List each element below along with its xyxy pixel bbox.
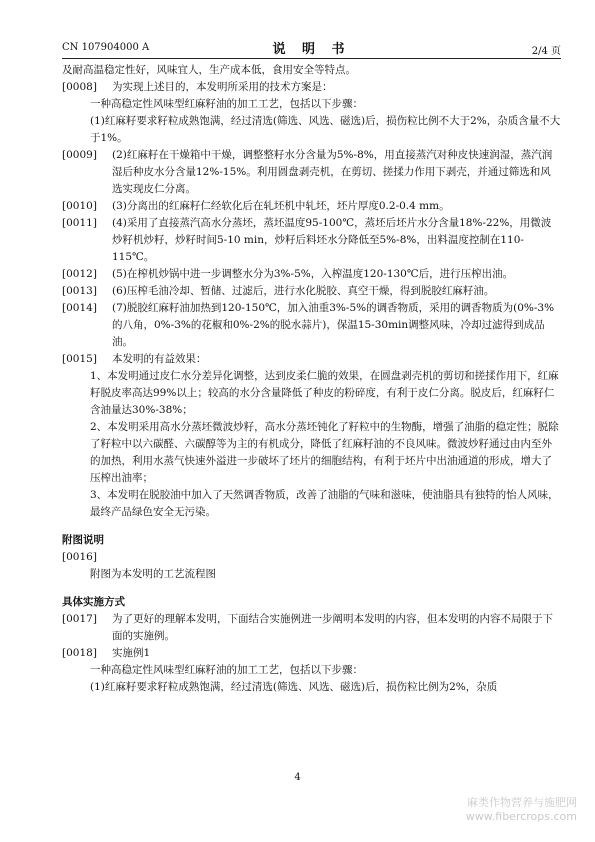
paragraph-number: [0018] xyxy=(62,647,97,659)
document-number: CN 107904000 A xyxy=(62,42,150,53)
paragraph-text: (1)红麻籽要求籽粒成熟饱满，经过清选(筛选、风选、磁选)后，损伤粒比例不大于2%，杂质含量不大于1%。 xyxy=(90,115,561,144)
document-title: 说 明 书 xyxy=(272,42,351,57)
numbered-paragraph xyxy=(62,611,561,645)
paragraph-number: [0012] xyxy=(62,268,97,280)
section-heading: 具体实施方式 xyxy=(62,596,125,608)
paragraph-text: 为实现上述目的，本发明所采用的技术方案是： xyxy=(112,81,333,93)
paragraph-text: 附图为本发明的工艺流程图 xyxy=(90,568,216,580)
paragraph-text: (3)分离出的红麻籽仁经软化后在轧坯机中轧坯，坯片厚度0.2-0.4 mm。 xyxy=(112,200,450,212)
paragraph-text: (7)脱胶红麻籽油加热到120-150℃，加入油重3%-5%的调香物质，采用的调香物质为(0%-3%的八角，0%-3%的花椒和0%-2%的脱水蒜片)，保温15-30min调整风味，冷却过滤得到成品油。 xyxy=(112,302,555,348)
numbered-paragraph xyxy=(62,266,561,283)
page-header xyxy=(62,38,561,58)
paragraph-text: 及耐高温稳定性好，风味宜人，生产成本低，食用安全等特点。 xyxy=(62,64,356,76)
paragraph-number: [0008] xyxy=(62,81,97,93)
page-of-total: 2/4 页 xyxy=(531,46,561,57)
paragraph-number: [0016] xyxy=(62,551,97,563)
numbered-paragraph xyxy=(62,549,561,566)
header-rule xyxy=(62,58,561,59)
paragraph-text: 一种高稳定性风味型红麻籽油的加工工艺，包括以下步骤： xyxy=(90,664,363,676)
numbered-paragraph xyxy=(62,645,561,662)
paragraph-text: 1、本发明通过皮仁水分差异化调整，达到皮柔仁脆的效果，在圆盘剥壳机的剪切和搓揉作用下，红麻籽脱皮率高达99%以上；较高的水分含量降低了种皮的粉碎度，有利于皮仁分离。脱皮后，红麻籽仁含油量达30%-38%； xyxy=(90,370,559,416)
numbered-paragraph xyxy=(62,351,561,368)
paragraph-number: [0017] xyxy=(62,613,97,625)
numbered-paragraph xyxy=(62,147,561,198)
paragraph-text: (6)压榨毛油冷却、暂储、过滤后，进行水化脱胶、真空干燥，得到脱胶红麻籽油。 xyxy=(112,285,495,297)
paragraph-text: (4)采用了直接蒸汽高水分蒸坯，蒸坯温度95-100℃，蒸坯后坯片水分含量18%-22%，用微波炒籽机炒籽，炒籽时间5-10 min，炒籽后料坯水分降低至5%-8%，出料温度控制在110-115℃。 xyxy=(112,217,552,263)
paragraph-text: 一种高稳定性风味型红麻籽油的加工工艺，包括以下步骤： xyxy=(90,98,363,110)
watermark-url: www.fibercrops.com xyxy=(465,810,577,823)
paragraph-text: 3、本发明在脱胶油中加入了天然调香物质，改善了油脂的气味和滋味，使油脂具有独特的怡人风味，最终产品绿色安全无污染。 xyxy=(90,489,559,518)
numbered-paragraph xyxy=(62,215,561,266)
paragraph-text: (5)在榨机炒锅中进一步调整水分为3%-5%，入榨温度120-130℃后，进行压榨出油。 xyxy=(112,268,514,280)
paragraph-text: (2)红麻籽在干燥箱中干燥，调整整籽水分含量为5%-8%，用直接蒸汽对种皮快速润湿，蒸汽润湿后种皮水分含量12%-15%。利用圆盘剥壳机，在剪切、搓揉力作用下剥壳，并通过筛选和风选实现皮仁分离。 xyxy=(112,149,553,195)
paragraph-text: 实施例1 xyxy=(112,647,151,659)
watermark xyxy=(466,796,577,824)
page-number: 4 xyxy=(294,772,301,783)
numbered-paragraph xyxy=(62,300,561,351)
paragraph-text: 为了更好的理解本发明，下面结合实施例进一步阐明本发明的内容，但本发明的内容不局限于下面的实施例。 xyxy=(112,613,553,642)
document-body xyxy=(62,62,561,696)
watermark-site-name: 麻类作物营养与施肥网 xyxy=(467,796,577,809)
section-heading: 附图说明 xyxy=(62,534,104,546)
paragraph-number: [0010] xyxy=(62,200,97,212)
paragraph-text: 本发明的有益效果： xyxy=(112,353,207,365)
paragraph-number: [0014] xyxy=(62,302,97,314)
paragraph-text: 2、本发明采用高水分蒸坯微波炒籽，高水分蒸坯钝化了籽粒中的生物酶，增强了油脂的稳定性；脱除了籽粒中以六碳醛、六碳醇等为主的有机成分，降低了红麻籽油的不良风味。微波炒籽通过由内至外的加热，利用水蒸气快速外溢进一步破坏了坯片的细胞结构，有利于坯片中出油通道的形成，增大了压榨出油率； xyxy=(90,421,559,484)
paragraph-number: [0009] xyxy=(62,149,97,161)
paragraph-text xyxy=(112,549,561,566)
paragraph-number: [0011] xyxy=(62,217,97,229)
numbered-paragraph xyxy=(62,198,561,215)
paragraph-number: [0015] xyxy=(62,353,97,365)
paragraph-text: (1)红麻籽要求籽粒成熟饱满，经过清选(筛选、风选、磁选)后，损伤粒比例为2%，杂质 xyxy=(90,681,498,693)
numbered-paragraph xyxy=(62,283,561,300)
numbered-paragraph xyxy=(62,79,561,96)
paragraph-number: [0013] xyxy=(62,285,97,297)
